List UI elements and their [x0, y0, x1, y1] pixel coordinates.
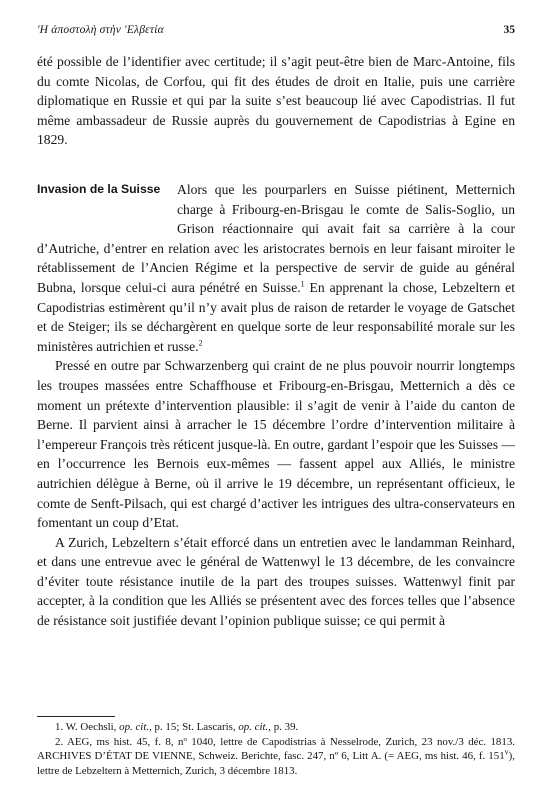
running-head: [37, 24, 515, 40]
paragraph-zurich: A Zurich, Lebzeltern s’était efforcé dans un entretien avec le landamman Reinhard, et dans une entrevue avec le général de Wattenwyl le 13 décembre, de les convaincre d’éviter toute résistance inutile de la part des troupes suisses. Wattenwyl finit par accepter, à la condition que les Alliés se présentent avec des forces telles que l’absence de résistance soit justifiée devant l’opinion publique suisse; ce qui permit à: [37, 534, 515, 629]
footnote-ref-2: 2: [198, 338, 203, 348]
paragraph-schwarzenberg: Pressé en outre par Schwarzenberg qui craint de ne plus pouvoir nourrir longtemps les troupes massées entre Schaffhouse et Fribourg-en-Brisgau, Metternich a dès ce moment un prétexte d’intervention plausible: il s’agit de venir à l’aide du canton de Berne. Il parvient ainsi à arracher le 15 décembre l’ordre d’intervention militaire à l’empereur François très réticent jusque-là. En outre, gardant l’espoir que les Suisses — en l’occurrence les Bernois eux-mêmes — fassent appel aux Alliés, le ministre autrichien délègue à Berne, où il arrive le 19 décembre, un représentant officieux, le comte de Senft-Pilsach, qui est chargé d’activer les intrigues des ultra-conservateurs en fomentant un coup d’Etat.: [37, 358, 515, 531]
running-head-title: 'Η ἀποστολὴ στὴν 'Ελβετία: [37, 24, 164, 36]
page-number: 35: [503, 24, 515, 36]
footnote-divider: [37, 716, 115, 717]
footnotes: [37, 720, 515, 778]
footnote-2-text: 2. AEG, ms hist. 45, f. 8, nº 1040, lettre de Capodistrias à Nesselrode, Zurich, 23 nov./3 déc. 1813. ARCHIVES D’ÉTAT DE VIENNE, Schweiz. Berichte, fasc. 247, nº 6, Litt A. (= AEG, ms hist. 46, f. 151: [37, 735, 515, 763]
paragraph-text-a: Alors que les pourparlers en Suisse piétinent, Metternich charge à Fribourg-en-Brisgau le comte de Salis-Soglio, un Grison réactionnaire qui avait fait sa carrière à la cour d’Autriche, d’entrer en relation avec les aristocrates bernois en leur faisant miroiter le rétablissement de l’Ancien Régime et la perspective de servir de guide au général Bubna, lorsque celui-ci aura pénétré en Suisse.: [37, 182, 515, 295]
footnote-1-op-cit-2: op. cit.: [238, 721, 269, 733]
footnote-1: [37, 720, 515, 735]
footnote-2-folio-verso: v: [504, 747, 509, 757]
paragraph-text: été possible de l’identifier avec certitude; il s’agit peut-être bien de Marc-Antoine, fils du comte Nicolas, de Corfou, qui fit des études de droit en Italie, puis une carrière diplomatique en Russie et qui par la suite s’est beaucoup lié avec Capodistrias. Il fut même ambassadeur de Russie auprès du gouvernement de Capodistrias à Egine en 1829.: [37, 54, 515, 148]
footnote-ref-1: 1: [300, 279, 305, 289]
paragraph-continued: [37, 52, 515, 150]
footnote-2: [37, 735, 515, 779]
side-heading: Invasion de la Suisse: [37, 182, 161, 196]
footnote-1-text-3: , p. 39.: [268, 721, 299, 733]
footnote-1-op-cit: op. cit.: [119, 721, 150, 733]
footnote-2-text-2: ), lettre de Lebzeltern à Metternich, Zurich, 3 décembre 1813.: [37, 750, 515, 777]
footnote-1-text: 1. W. Oechsli,: [55, 721, 120, 733]
footnote-1-text-2: , p. 15; St. Lascaris,: [149, 721, 239, 733]
paragraph-text-b: En apprenant la chose, Lebzeltern et Capodistrias estimèrent qu’il n’y avait plus de raison de retarder le voyage de Gatschet et de Steiger; ils se déchargèrent en quelque sorte de leur responsabilité morale sur les ministères autrichien et russe.: [37, 279, 515, 354]
section-invasion: [37, 180, 515, 631]
